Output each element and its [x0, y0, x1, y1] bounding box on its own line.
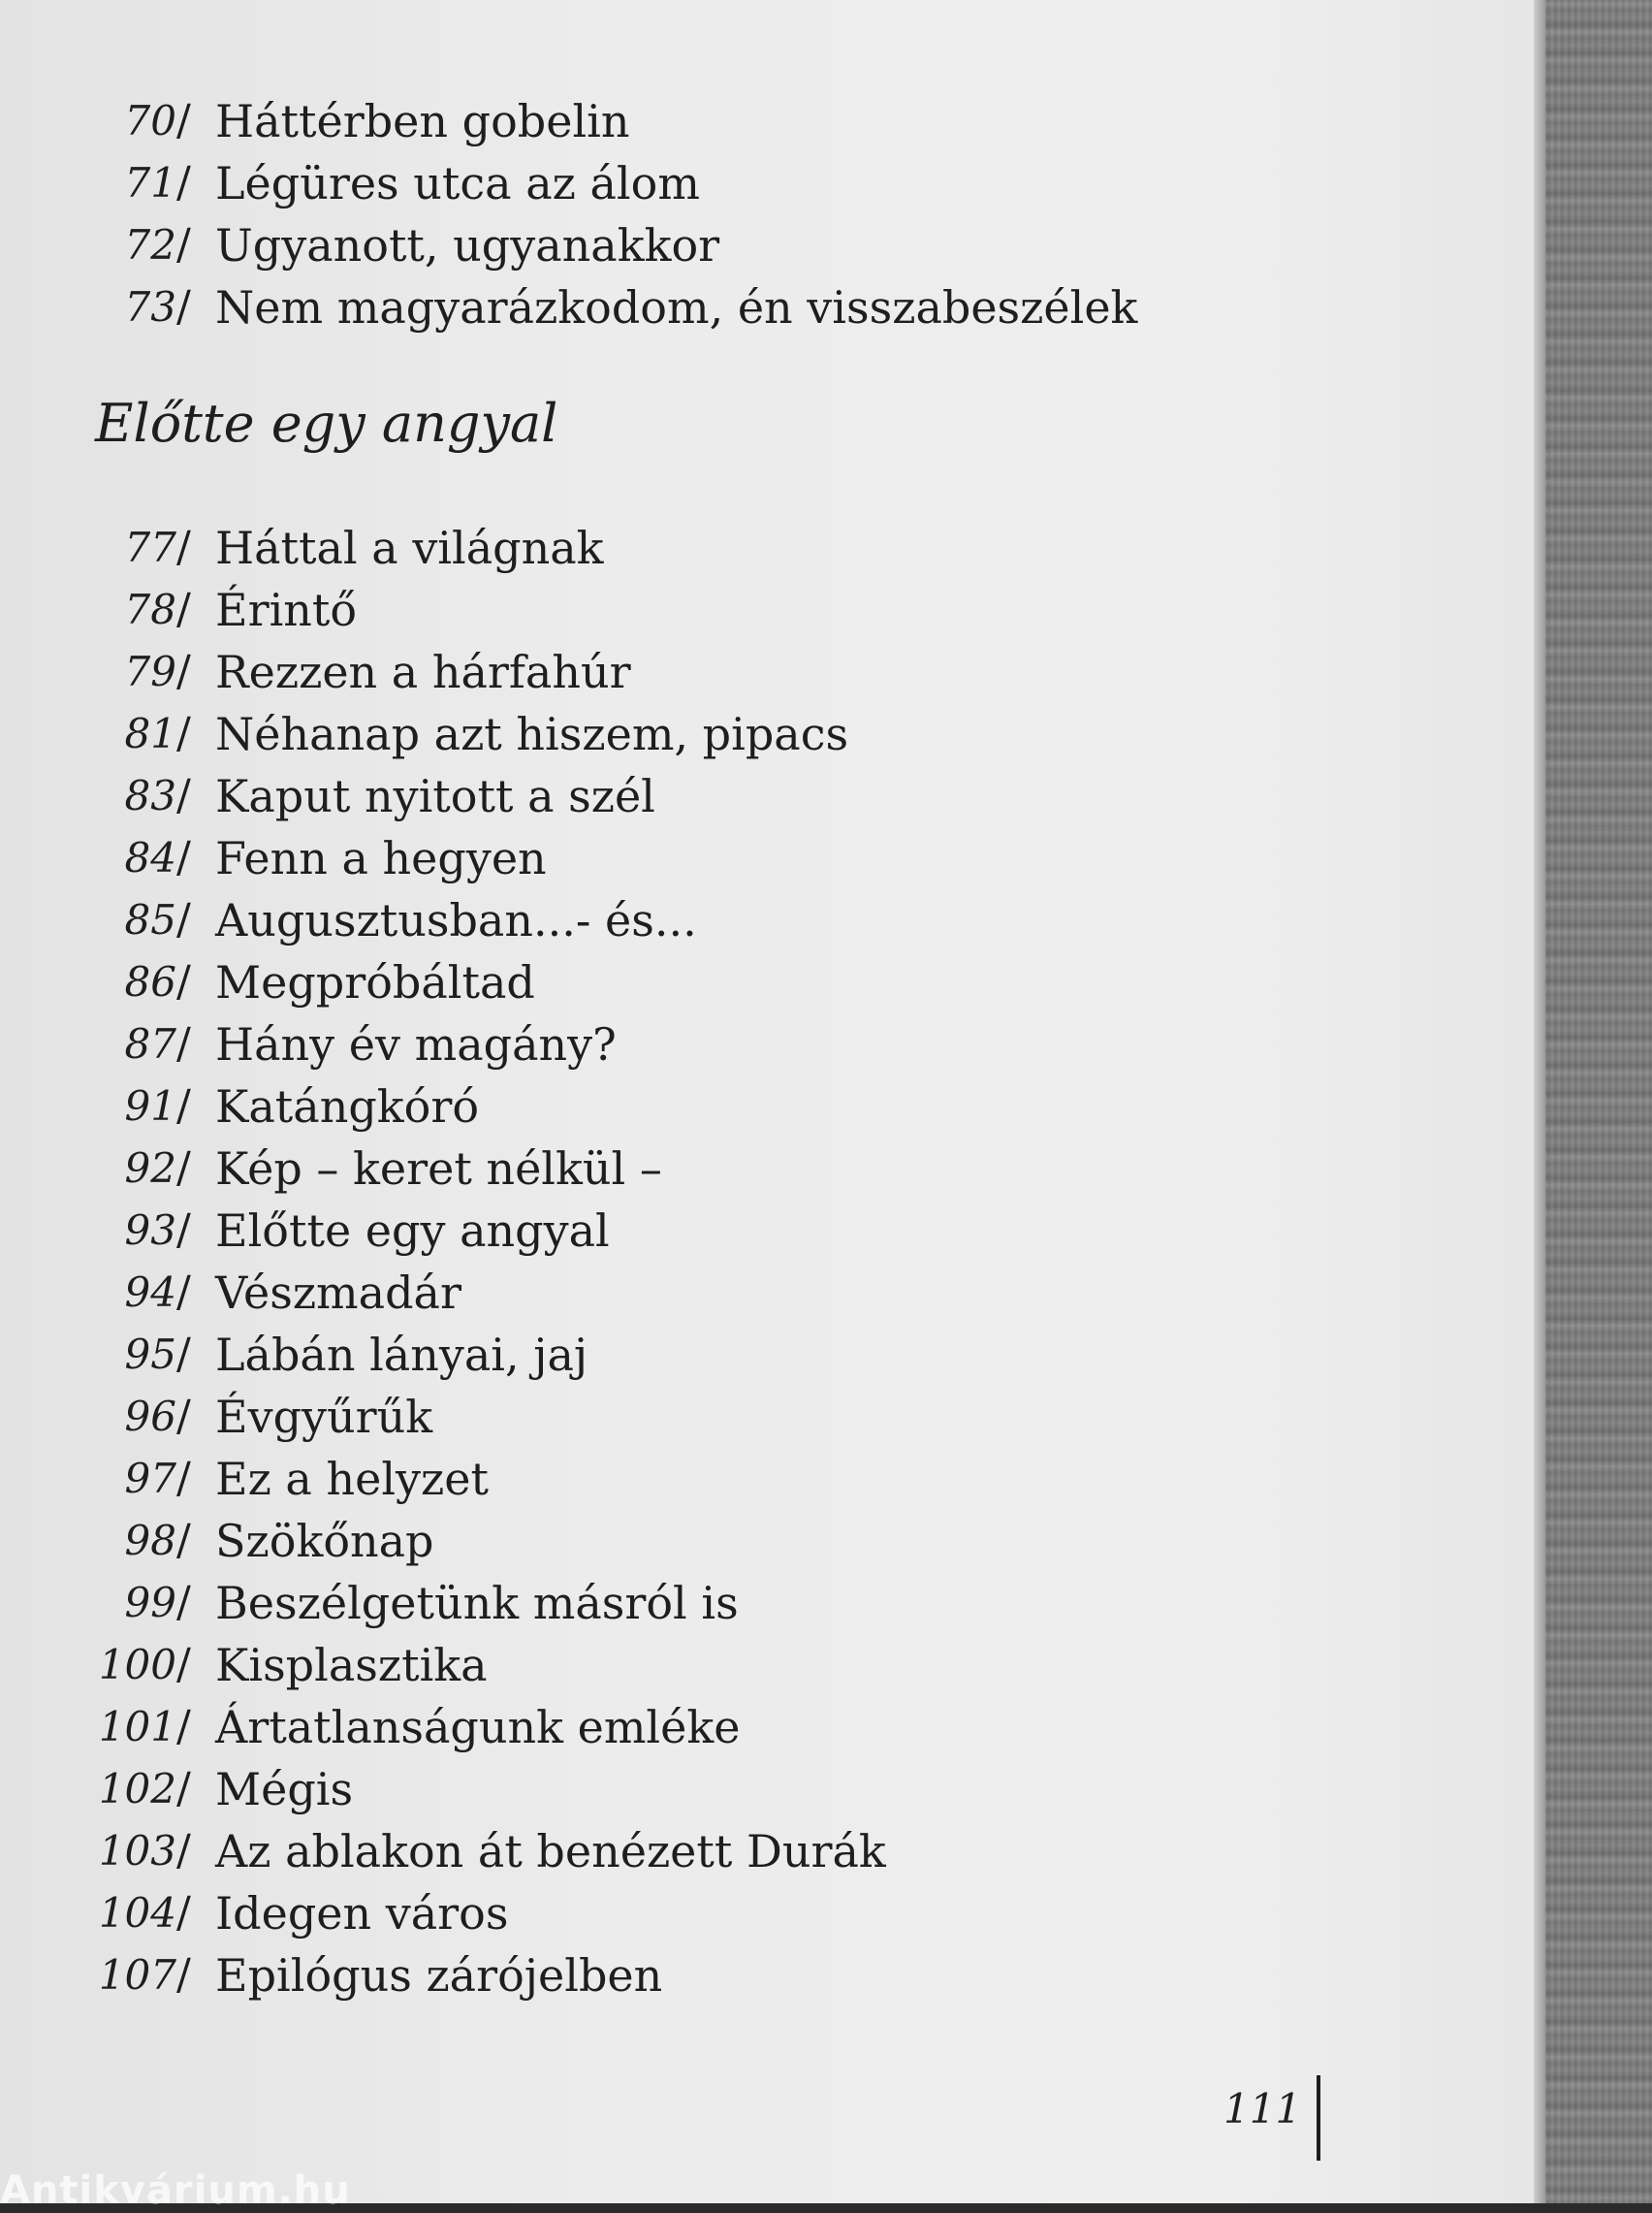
toc-entry — [0, 641, 1357, 703]
toc-entry-separator: / — [176, 1267, 191, 1317]
section-heading: Előtte egy angyal — [95, 393, 558, 454]
toc-entry-page-number: 93 — [124, 1206, 176, 1254]
toc-entry-title: Ártatlanságunk emléke — [215, 1701, 741, 1753]
toc-entry — [0, 1013, 1357, 1075]
toc-entry-separator: / — [176, 647, 191, 696]
toc-entry-separator: / — [176, 96, 191, 145]
toc-entry — [0, 1138, 1357, 1200]
toc-entry-page-number: 78 — [124, 586, 176, 633]
toc-entry — [0, 889, 1357, 951]
page-number: 111 — [1223, 2085, 1302, 2133]
toc-entry-page-number: 71 — [124, 159, 176, 207]
toc-entry-title: Katángkóró — [215, 1080, 480, 1133]
toc-entry — [0, 1820, 1357, 1882]
toc-entry-title: Rezzen a hárfahúr — [215, 646, 631, 698]
toc-entry-page-number: 107 — [98, 1951, 176, 1999]
toc-entry-separator: / — [176, 1454, 191, 1503]
toc-entry-separator: / — [176, 282, 191, 332]
toc-entry-page-number: 102 — [98, 1765, 176, 1812]
toc-entry-title: Epilógus zárójelben — [215, 1949, 663, 2002]
toc-entry-page-number: 97 — [124, 1455, 176, 1502]
toc-entry-separator: / — [176, 1950, 191, 2000]
toc-entry-separator: / — [176, 1764, 191, 1813]
toc-entry-page-number: 73 — [124, 283, 176, 331]
toc-entry-page-number: 92 — [124, 1144, 176, 1192]
toc-entry — [0, 1075, 1357, 1138]
toc-entry — [0, 827, 1357, 889]
toc-entry-separator: / — [176, 833, 191, 882]
toc-entry-page-number: 101 — [98, 1703, 176, 1750]
toc-entry-page-number: 104 — [98, 1889, 176, 1937]
toc-entry — [0, 1510, 1357, 1572]
toc-entry — [0, 1882, 1357, 1944]
toc-entry-separator: / — [176, 1143, 191, 1193]
toc-entry-separator: / — [176, 1640, 191, 1689]
toc-entry-title: Ez a helyzet — [215, 1453, 489, 1505]
toc-entry-separator: / — [176, 1888, 191, 1938]
toc-entry-page-number: 100 — [98, 1641, 176, 1688]
toc-entry-title: Augusztusban...- és... — [215, 894, 697, 946]
toc-entry — [0, 1324, 1357, 1386]
toc-entry-title: Beszélgetünk másról is — [215, 1577, 739, 1629]
book-binding — [1545, 0, 1652, 2203]
toc-entry-page-number: 72 — [124, 221, 176, 269]
toc-top-group — [0, 90, 1357, 338]
toc-entry-title: Hány év magány? — [215, 1018, 617, 1071]
toc-entry-page-number: 91 — [124, 1082, 176, 1130]
toc-entry — [0, 1448, 1357, 1510]
watermark: Antikvárium.hu — [0, 2168, 351, 2213]
toc-entry-separator: / — [176, 1330, 191, 1379]
toc-entry-title: Ugyanott, ugyanakkor — [215, 219, 720, 272]
toc-entry-title: Kép – keret nélkül – — [215, 1142, 662, 1195]
toc-entry — [0, 1386, 1357, 1448]
toc-entry-separator: / — [176, 1081, 191, 1131]
toc-entry — [0, 214, 1357, 276]
toc-entry-title: Fenn a hegyen — [215, 832, 547, 884]
toc-entry-page-number: 86 — [124, 958, 176, 1006]
toc-entry — [0, 1944, 1357, 2006]
toc-entry-page-number: 81 — [124, 710, 176, 757]
toc-entry — [0, 152, 1357, 214]
toc-section-group — [0, 517, 1357, 2006]
toc-entry-title: Néhanap azt hiszem, pipacs — [215, 708, 849, 760]
toc-entry-title: Szökőnap — [215, 1515, 434, 1567]
toc-entry-page-number: 84 — [124, 834, 176, 882]
toc-entry — [0, 951, 1357, 1013]
toc-entry — [0, 1572, 1357, 1634]
toc-entry-title: Idegen város — [215, 1887, 509, 1940]
toc-entry-title: Mégis — [215, 1763, 354, 1815]
toc-entry-separator: / — [176, 1205, 191, 1255]
toc-entry-separator: / — [176, 1702, 191, 1751]
toc-entry-page-number: 96 — [124, 1393, 176, 1440]
toc-entry-page-number: 99 — [124, 1579, 176, 1626]
toc-entry — [0, 90, 1357, 152]
toc-entry-separator: / — [176, 585, 191, 634]
toc-entry — [0, 765, 1357, 827]
toc-entry — [0, 1200, 1357, 1262]
toc-entry-title: Kisplasztika — [215, 1639, 488, 1691]
toc-entry-separator: / — [176, 1826, 191, 1876]
toc-entry-separator: / — [176, 1392, 191, 1441]
toc-entry-title: Lábán lányai, jaj — [215, 1329, 588, 1381]
toc-entry-title: Évgyűrűk — [215, 1391, 433, 1443]
toc-entry-separator: / — [176, 771, 191, 820]
toc-entry-separator: / — [176, 158, 191, 208]
toc-entry-title: Háttérben gobelin — [215, 95, 630, 147]
toc-entry — [0, 1262, 1357, 1324]
toc-entry — [0, 1696, 1357, 1758]
toc-entry-page-number: 70 — [124, 97, 176, 144]
toc-entry-page-number: 87 — [124, 1020, 176, 1068]
toc-entry-page-number: 103 — [98, 1827, 176, 1875]
page-number-rule — [1317, 2075, 1320, 2161]
toc-entry-page-number: 94 — [124, 1268, 176, 1316]
toc-entry-title: Légüres utca az álom — [215, 157, 700, 209]
toc-entry-title: Nem magyarázkodom, én visszabeszélek — [215, 281, 1138, 334]
toc-entry — [0, 1758, 1357, 1820]
toc-entry — [0, 579, 1357, 641]
toc-entry-title: Háttal a világnak — [215, 522, 604, 574]
toc-entry-page-number: 77 — [124, 524, 176, 571]
toc-entry — [0, 703, 1357, 765]
toc-entry-page-number: 79 — [124, 648, 176, 695]
toc-entry-page-number: 85 — [124, 896, 176, 944]
toc-entry-separator: / — [176, 1516, 191, 1565]
toc-entry-separator: / — [176, 1578, 191, 1627]
toc-entry-page-number: 83 — [124, 772, 176, 819]
toc-entry-separator: / — [176, 220, 191, 270]
toc-entry-title: Érintő — [215, 584, 358, 636]
toc-entry — [0, 517, 1357, 579]
toc-entry-title: Vészmadár — [215, 1267, 461, 1319]
toc-entry-separator: / — [176, 957, 191, 1007]
toc-entry-title: Kaput nyitott a szél — [215, 770, 655, 822]
toc-entry-separator: / — [176, 709, 191, 758]
toc-entry-separator: / — [176, 895, 191, 945]
toc-entry-separator: / — [176, 1019, 191, 1069]
page-edge — [1534, 0, 1545, 2203]
toc-entry-title: Megpróbáltad — [215, 956, 535, 1009]
toc-entry-title: Az ablakon át benézett Durák — [215, 1825, 886, 1877]
toc-entry-title: Előtte egy angyal — [215, 1204, 610, 1257]
toc-entry — [0, 276, 1357, 338]
toc-entry — [0, 1634, 1357, 1696]
toc-entry-page-number: 98 — [124, 1517, 176, 1564]
toc-entry-page-number: 95 — [124, 1331, 176, 1378]
toc-entry-separator: / — [176, 523, 191, 572]
